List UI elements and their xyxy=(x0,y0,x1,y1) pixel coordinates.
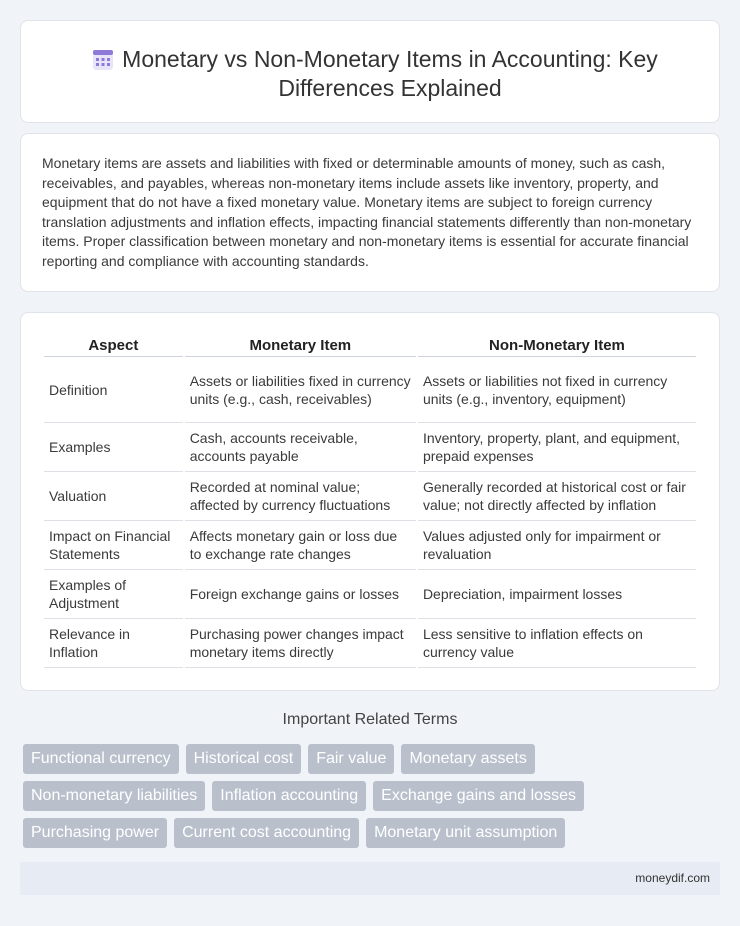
related-terms-heading: Important Related Terms xyxy=(282,711,458,728)
aspect-cell: Relevance in Inflation xyxy=(44,619,183,668)
tag-monetary-unit-assumption[interactable]: Monetary unit assumption xyxy=(366,818,565,848)
comparison-table-card xyxy=(20,312,720,691)
aspect-cell: Valuation xyxy=(44,472,183,521)
non-monetary-cell: Generally recorded at historical cost or fair value; not directly affected by inflation xyxy=(418,472,696,521)
page-title: Monetary vs Non-Monetary Items in Accounting: Key Differences Explained xyxy=(122,46,658,101)
monetary-cell: Foreign exchange gains or losses xyxy=(185,570,416,619)
table-row xyxy=(44,570,696,619)
header-monetary-item: Monetary Item xyxy=(185,333,416,357)
monetary-cell: Cash, accounts receivable, accounts payable xyxy=(185,423,416,472)
tag-exchange-gains-and-losses[interactable]: Exchange gains and losses xyxy=(373,781,584,811)
header-non-monetary-item: Non-Monetary Item xyxy=(418,333,696,357)
monetary-cell: Affects monetary gain or loss due to exchange rate changes xyxy=(185,521,416,570)
non-monetary-cell: Inventory, property, plant, and equipment, prepaid expenses xyxy=(418,423,696,472)
table-row xyxy=(44,521,696,570)
footer xyxy=(20,862,720,895)
monetary-cell: Purchasing power changes impact monetary items directly xyxy=(185,619,416,668)
aspect-cell: Definition xyxy=(44,357,183,423)
non-monetary-cell: Values adjusted only for impairment or revaluation xyxy=(418,521,696,570)
non-monetary-cell: Depreciation, impairment losses xyxy=(418,570,696,619)
table-row xyxy=(44,472,696,521)
tag-fair-value[interactable]: Fair value xyxy=(308,744,394,774)
table-row xyxy=(44,357,696,423)
non-monetary-cell: Assets or liabilities not fixed in currency units (e.g., inventory, equipment) xyxy=(418,357,696,423)
monetary-cell: Recorded at nominal value; affected by currency fluctuations xyxy=(185,472,416,521)
tag-functional-currency[interactable]: Functional currency xyxy=(23,744,179,774)
tag-purchasing-power[interactable]: Purchasing power xyxy=(23,818,167,848)
table-row xyxy=(44,423,696,472)
comparison-table xyxy=(42,333,698,668)
tag-row xyxy=(23,744,723,774)
related-terms-tags xyxy=(23,744,723,855)
title-card xyxy=(20,20,720,123)
tag-non-monetary-liabilities[interactable]: Non-monetary liabilities xyxy=(23,781,205,811)
aspect-cell: Examples of Adjustment xyxy=(44,570,183,619)
table-header-row xyxy=(44,333,696,357)
tag-current-cost-accounting[interactable]: Current cost accounting xyxy=(174,818,359,848)
tag-inflation-accounting[interactable]: Inflation accounting xyxy=(212,781,366,811)
non-monetary-cell: Less sensitive to inflation effects on currency value xyxy=(418,619,696,668)
footer-brand[interactable]: moneydif.com xyxy=(635,871,710,885)
summary-card xyxy=(20,133,720,292)
tag-row xyxy=(23,818,723,848)
header-aspect: Aspect xyxy=(44,333,183,357)
aspect-cell: Impact on Financial Statements xyxy=(44,521,183,570)
tag-row xyxy=(23,781,723,811)
aspect-cell: Examples xyxy=(44,423,183,472)
tag-historical-cost[interactable]: Historical cost xyxy=(186,744,302,774)
monetary-cell: Assets or liabilities fixed in currency units (e.g., cash, receivables) xyxy=(185,357,416,423)
table-row xyxy=(44,619,696,668)
tag-monetary-assets[interactable]: Monetary assets xyxy=(401,744,534,774)
summary-paragraph: Monetary items are assets and liabilities with fixed or determinable amounts of money, such as cash, receivables, and payables, whereas non-monetary items include assets like inventory, property, and equipment that do not have a fixed monetary value. Monetary items are subject to foreign currency translation adjustments and inflation effects, impacting financial statements differently than non-monetary items. Proper classification between monetary and non-monetary items is essential for accurate financial reporting and compliance with accounting standards. xyxy=(42,155,692,269)
